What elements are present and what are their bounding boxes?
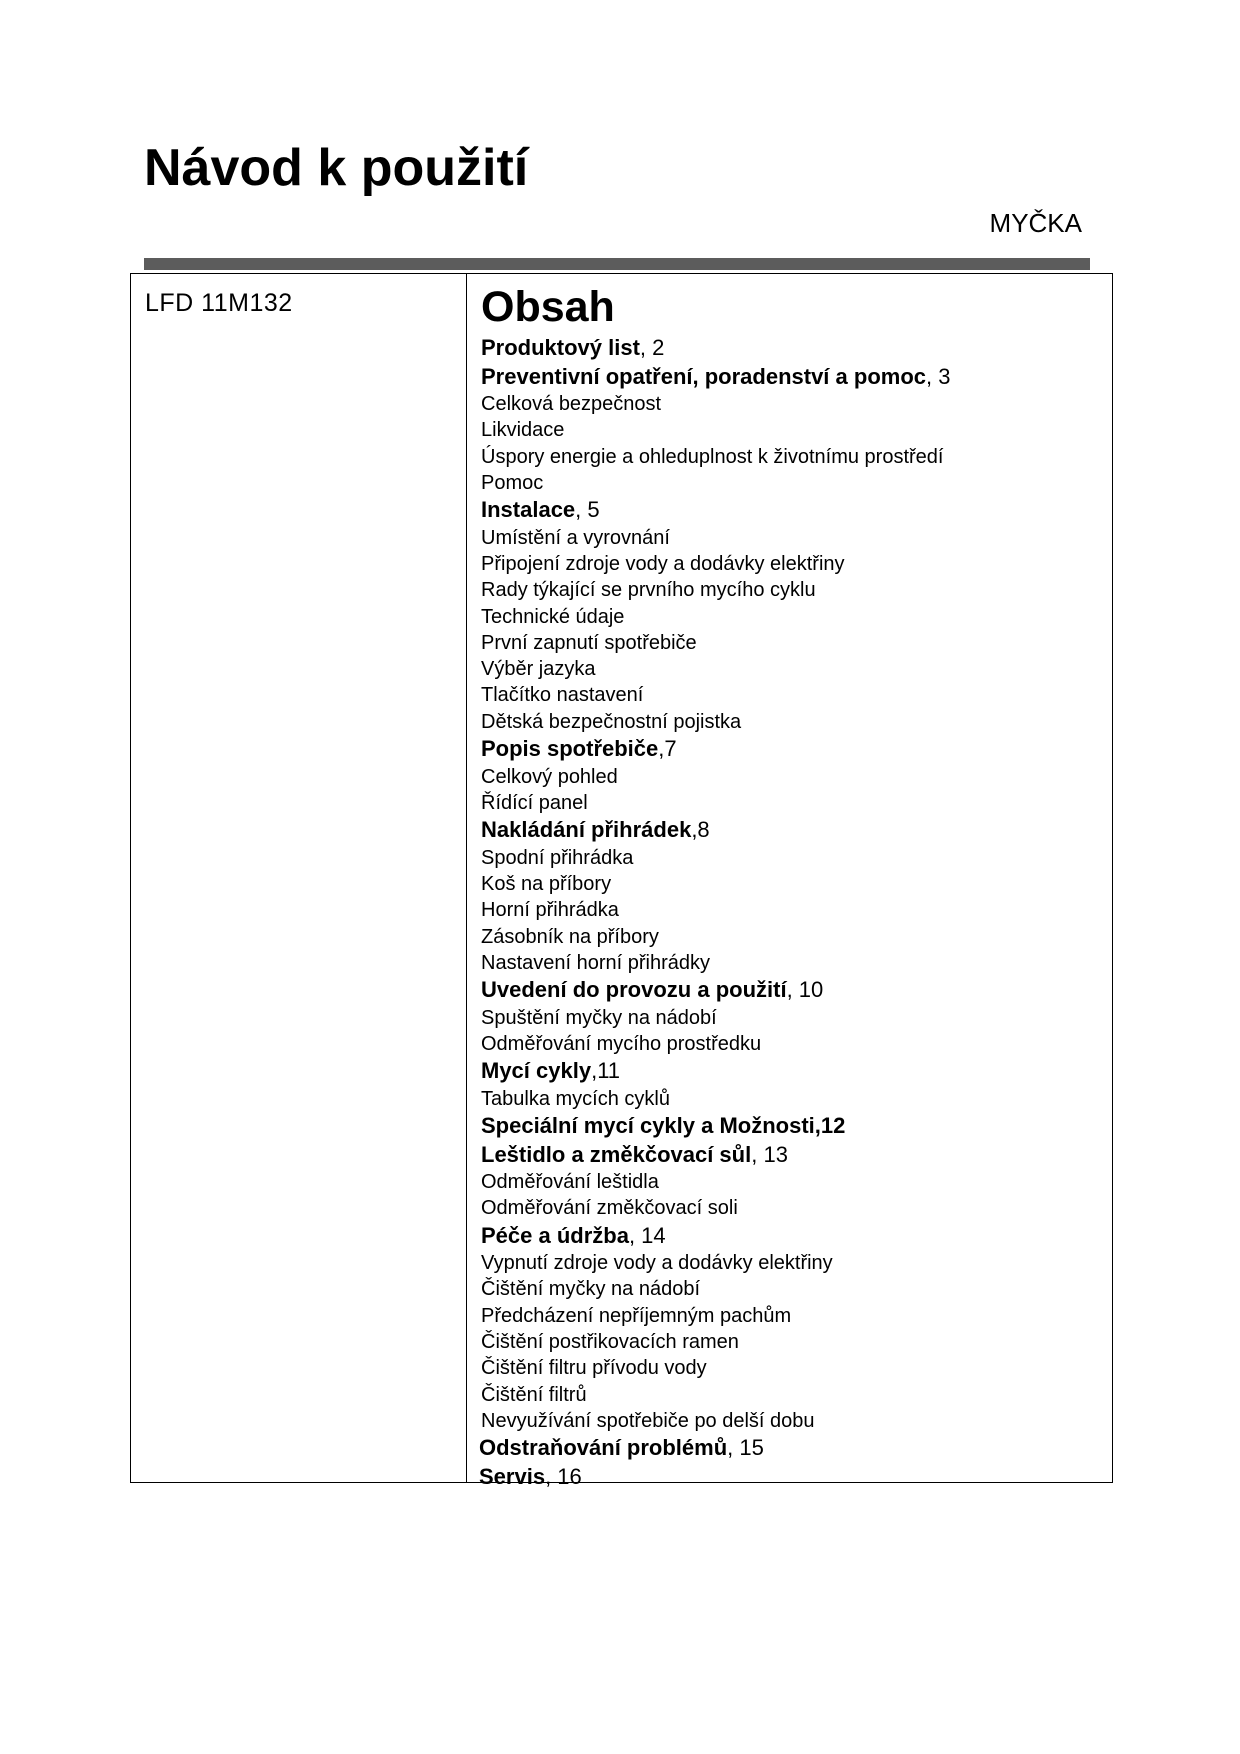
toc-subitem-title: Dětská bezpečnostní pojistka	[481, 710, 742, 733]
toc-subitem-title: Horní přihrádka	[481, 899, 619, 922]
toc-subitem	[481, 1408, 1081, 1434]
toc-subitem-title: Koš na příbory	[481, 872, 612, 895]
toc-subitem	[481, 417, 1081, 443]
toc-subitem	[481, 764, 1081, 790]
toc-section	[481, 1057, 1081, 1086]
toc-subitem	[481, 1195, 1081, 1221]
column-divider	[466, 274, 467, 1482]
toc-subitem-title: Pomoc	[481, 471, 544, 494]
toc-section	[481, 976, 1081, 1005]
model-code: LFD 11M132	[145, 289, 293, 317]
toc-subitem	[481, 470, 1081, 496]
toc-subitem-title: Vypnutí zdroje vody a dodávky elektřiny	[481, 1252, 833, 1275]
toc-section-title: Servis	[479, 1463, 546, 1489]
toc-section-title: Popis spotřebiče	[481, 736, 659, 762]
toc-subitem-title: Technické údaje	[481, 605, 625, 628]
toc-subitem-title: Celková bezpečnost	[481, 393, 662, 415]
toc-page-number: , 2	[639, 335, 665, 360]
toc-subitem-title: Umístění a vyrovnání	[481, 526, 670, 549]
toc-subitem	[481, 790, 1081, 816]
toc-section	[481, 1112, 1081, 1141]
toc-subitem	[481, 871, 1081, 897]
toc-subitem-title: Připojení zdroje vody a dodávky elektřiny	[481, 552, 845, 575]
toc-subitem	[481, 656, 1081, 682]
toc-subitem	[481, 444, 1081, 470]
toc-section	[479, 1463, 1081, 1492]
title-rule	[144, 258, 1090, 270]
toc-page-number: ,11	[591, 1058, 621, 1084]
toc-subitem-title: Spuštění myčky na nádobí	[481, 1006, 717, 1029]
toc-subitem	[481, 1169, 1081, 1195]
toc-section-title: Produktový list	[481, 335, 640, 360]
toc-subitem-title: Rady týkající se prvního mycího cyklu	[481, 579, 816, 602]
table-of-contents	[481, 282, 1081, 1491]
toc-subitem	[481, 551, 1081, 577]
toc-subitem	[481, 1382, 1081, 1408]
toc-section-title: Nakládání přihrádek	[481, 817, 692, 843]
toc-section-title: Leštidlo a změkčovací sůl	[481, 1141, 752, 1167]
toc-subitem-title: Likvidace	[481, 419, 565, 442]
toc-subitem	[481, 1276, 1081, 1302]
toc-subitem-title: Předcházení nepříjemným pachům	[481, 1304, 792, 1327]
product-type-label: MYČKA	[989, 208, 1082, 238]
toc-subitem	[481, 630, 1081, 656]
toc-section-title: Uvedení do provozu a použití	[481, 977, 787, 1003]
toc-subitem	[481, 1250, 1081, 1276]
toc-subitem	[481, 391, 1081, 417]
toc-subitem-title: Tlačítko nastavení	[481, 684, 644, 707]
toc-subitem	[481, 604, 1081, 630]
toc-subitem	[481, 1005, 1081, 1031]
toc-subitem-title: Nastavení horní přihrádky	[481, 951, 711, 974]
toc-subitem	[481, 709, 1081, 735]
toc-subitem	[481, 1031, 1081, 1057]
toc-subitem-title: První zapnutí spotřebiče	[481, 631, 697, 654]
toc-subitem-title: Celkový pohled	[481, 765, 618, 788]
toc-subitem-title: Spodní přihrádka	[481, 846, 634, 869]
toc-subitem-title: Čištění postřikovacích ramen	[481, 1331, 739, 1354]
page-title: Návod k použití	[144, 139, 529, 197]
toc-subitem-title: Nevyužívání spotřebiče po delší dobu	[481, 1409, 815, 1432]
toc-subitem	[481, 1086, 1081, 1112]
toc-subitem	[481, 1355, 1081, 1381]
toc-page-number: , 13	[751, 1141, 788, 1167]
toc-section-title: Instalace	[481, 497, 576, 523]
toc-section-title: Preventivní opatření, poradenství a pomoc	[481, 363, 926, 389]
toc-subitem	[481, 950, 1081, 976]
toc-page-number: ,8	[691, 817, 710, 843]
toc-subitem	[481, 1329, 1081, 1355]
toc-subitem	[481, 525, 1081, 551]
toc-page-number: ,7	[658, 736, 677, 762]
toc-section	[481, 496, 1081, 525]
toc-page-number: , 16	[545, 1463, 582, 1489]
toc-subitem	[481, 924, 1081, 950]
toc-subitem-title: Čištění filtrů	[481, 1383, 587, 1406]
contents-heading: Obsah	[481, 283, 615, 331]
toc-section	[481, 816, 1081, 845]
toc-subitem-title: Zásobník na příbory	[481, 925, 659, 948]
toc-page-number: , 3	[926, 363, 951, 389]
toc-subitem-title: Tabulka mycích cyklů	[481, 1087, 670, 1110]
toc-subitem	[481, 1303, 1081, 1329]
toc-page-number: , 10	[786, 977, 824, 1003]
toc-section	[481, 334, 1081, 363]
toc-subitem-title: Odměřování mycího prostředku	[481, 1032, 762, 1055]
toc-section	[479, 1434, 1081, 1463]
toc-section	[481, 1141, 1081, 1170]
toc-section-title: Péče a údržba	[481, 1222, 629, 1248]
toc-section-title: Mycí cykly	[481, 1058, 592, 1084]
toc-section	[481, 735, 1081, 764]
contents-table	[130, 273, 1113, 1489]
toc-subitem	[481, 845, 1081, 871]
toc-page-number: , 14	[628, 1222, 666, 1248]
toc-subitem-title: Odměřování leštidla	[481, 1171, 659, 1194]
toc-section-title: Speciální mycí cykly a Možnosti,12	[481, 1113, 846, 1139]
toc-subitem-title: Řídící panel	[481, 791, 588, 814]
toc-page-number: , 15	[727, 1435, 764, 1461]
toc-subitem-title: Odměřování změkčovací soli	[481, 1197, 738, 1220]
toc-subitem-title: Výběr jazyka	[481, 658, 596, 681]
toc-page-number: , 5	[575, 497, 600, 523]
toc-subitem	[481, 577, 1081, 603]
toc-section	[481, 363, 1081, 392]
toc-section-title: Odstraňování problémů	[479, 1435, 728, 1461]
toc-section	[481, 1222, 1081, 1251]
toc-subitem	[481, 897, 1081, 923]
toc-subitem-title: Čištění filtru přívodu vody	[481, 1357, 707, 1380]
toc-subitem-title: Úspory energie a ohleduplnost k životnímu prostředí	[481, 445, 944, 468]
toc-subitem-title: Čištění myčky na nádobí	[481, 1278, 700, 1301]
toc-subitem	[481, 682, 1081, 708]
contents-list	[481, 334, 1081, 1491]
